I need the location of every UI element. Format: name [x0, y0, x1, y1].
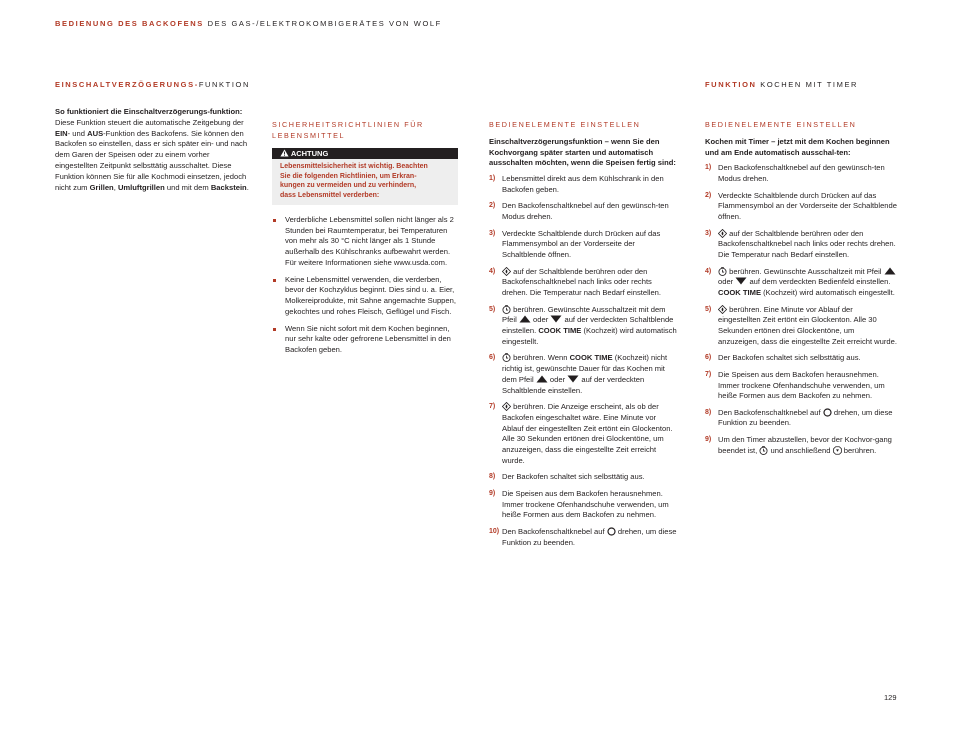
list-item: [705, 353, 897, 364]
arrow-up-icon: [519, 315, 531, 323]
list-item: [489, 402, 679, 467]
timer-icon: [502, 353, 511, 362]
step-number: 6): [705, 354, 712, 362]
intro-comma: ,: [113, 182, 116, 192]
timer-steps: [705, 163, 897, 456]
step-text: auf dem verdeckten Bedienfeld einstellen.: [749, 277, 891, 287]
step-text: Der Backofen schaltet sich selbsttätig aus.: [718, 353, 861, 363]
step-number: 3): [489, 229, 496, 237]
section-title-delay: [55, 80, 250, 89]
step-text: drehen, um diese Funktion zu beenden.: [718, 407, 893, 428]
list-item: Wenn Sie nicht sofort mit dem Kochen beginnen, nur sehr kalte oder gefrorene Lebensmittel in den Backofen geben.: [272, 324, 458, 356]
running-header: [55, 19, 442, 28]
food-safety-heading-line-1: SICHERHEITSRICHTLINIEN FÜR: [272, 120, 424, 129]
step-text: auf der Schaltblende berühren oder den Backofenschaltknebel nach links oder rechts drehen. Die Temperatur nach Bedarf einstellen.: [502, 266, 662, 298]
step-text: berühren. Wenn: [513, 353, 568, 363]
timer-controls-column: [705, 120, 897, 462]
list-item: [705, 191, 897, 223]
delay-controls-column: [489, 120, 679, 554]
bake-symbol-icon: [718, 229, 727, 238]
list-item: [489, 174, 679, 196]
list-item: [489, 201, 679, 223]
timer-icon: [759, 446, 768, 455]
step-text: auf der verdeckten Schaltblende einstellen.: [502, 315, 674, 336]
step-text: berühren. Gewünschte Ausschaltzeit mit Pfeil: [729, 266, 882, 276]
warning-text-line-3: kungen zu vermeiden und zu verhindern,: [280, 182, 417, 190]
step-text: Den Backofenschaltknebel auf den gewünsch-ten Modus drehen.: [718, 163, 885, 184]
step-text: drehen, um diese Funktion zu beenden.: [502, 526, 677, 547]
warning-text-line-4: dass Lebensmittel verderben:: [280, 192, 380, 200]
intro-text-2: -Funktion des Backofens. Sie können den Backofen so einstellen, dass er sich später ein- und nach dem Garen der Speisen oder zu einem vorher eingestellten Zeitpunkt selbsttätig ausschaltet. Diese Funktion können Sie für alle Kochmodi einsetzen, jedoch nicht zum: [55, 128, 248, 192]
step-text: oder: [718, 277, 734, 287]
timer-icon: [718, 267, 727, 276]
cook-time-label: COOK TIME: [569, 353, 613, 363]
step-number: 10): [489, 527, 500, 535]
food-safety-list: [272, 215, 458, 356]
food-safety-heading: [272, 120, 458, 141]
food-safety-heading-line-2: LEBENSMITTEL: [272, 130, 346, 140]
step-number: 7): [705, 370, 712, 378]
step-text: Die Speisen aus dem Backofen herausnehmen. Immer trockene Ofenhandschuhe verwenden, um heiße Formen aus dem Backofen zu nehmen.: [502, 488, 669, 520]
timer-intro: Kochen mit Timer – jetzt mit dem Kochen beginnen und am Ende automatisch ausschal-ten:: [705, 136, 890, 157]
bake-symbol-icon: [502, 402, 511, 411]
section-title-timer: [705, 80, 858, 89]
step-text: (Kochzeit) nicht richtig ist, gewünschte Dauer für das Kochen mit dem Pfeil: [502, 353, 668, 384]
step-number: 1): [489, 175, 496, 183]
step-text: berühren. Eine Minute vor Ablauf der eingestellten Zeit ertönt ein Glockenton. Alle 30 Sekunden ertönen drei Glockentöne, um anzuzeigen, dass die eingestellte Zeit erreicht wurde.: [718, 304, 897, 346]
list-item: [705, 408, 897, 430]
bake-symbol-icon: [502, 267, 511, 276]
section-title-delay-bold: EINSCHALTVERZÖGERUNGS-: [55, 80, 199, 89]
intro-aus: AUS: [87, 128, 104, 138]
intro-umluft: Umluftgrillen: [117, 182, 165, 192]
list-item: [489, 267, 679, 299]
list-item: [489, 305, 679, 348]
arrow-down-icon: [550, 315, 562, 323]
warning-text-line-1: Lebensmittelsicherheit ist wichtig. Beachten: [280, 163, 428, 170]
step-text: und anschließend: [770, 445, 831, 455]
step-text: berühren.: [843, 445, 877, 455]
step-text: (Kochzeit) wird automatisch eingestellt.: [502, 326, 677, 346]
cook-time-label: COOK TIME: [718, 288, 762, 298]
step-text: Der Backofen schaltet sich selbsttätig aus.: [502, 472, 645, 482]
cook-time-label: COOK TIME: [538, 326, 582, 336]
list-item: [705, 370, 897, 402]
cancel-icon: [833, 446, 842, 455]
section-title-timer-rest: KOCHEN MIT TIMER: [760, 80, 859, 89]
off-knob-icon: [823, 408, 832, 417]
step-number: 5): [489, 305, 496, 313]
delay-intro: Einschaltverzögerungsfunktion – wenn Sie den Kochvorgang später starten und automatisch ausschalten möchten, wenn die Speisen fertig sind:: [489, 136, 676, 168]
list-item: [489, 353, 679, 396]
warning-label: ACHTUNG: [290, 149, 329, 158]
list-item: [489, 527, 679, 549]
warning-text-line-2: Sie die folgenden Richtlinien, um Erkran-: [280, 172, 417, 180]
arrow-down-icon: [567, 375, 579, 383]
timer-icon: [502, 305, 511, 314]
list-item: [489, 229, 679, 261]
step-text: Verdeckte Schaltblende durch Drücken auf das Flammensymbol an der Vorderseite der Schaltblende öffnen.: [718, 190, 897, 222]
warning-icon: [280, 149, 289, 157]
step-number: 4): [489, 267, 496, 275]
list-item: [705, 229, 897, 261]
step-number: 9): [705, 435, 712, 443]
step-text: auf der Schaltblende berühren oder den Backofenschaltknebel nach links oder rechts drehen. Die Temperatur nach Bedarf einstellen.: [718, 228, 896, 260]
header-title-bold: BEDIENUNG DES BACKOFENS: [55, 19, 204, 28]
step-text: oder: [533, 315, 549, 325]
step-text: Den Backofenschaltknebel auf: [718, 407, 821, 417]
intro-grillen: Grillen: [89, 182, 114, 192]
delay-controls-heading: BEDIENELEMENTE EINSTELLEN: [489, 120, 641, 129]
delay-steps: [489, 174, 679, 548]
arrow-down-icon: [735, 277, 747, 285]
section-title-delay-rest: FUNKTION: [198, 80, 250, 89]
intro-column: [55, 107, 251, 193]
step-text: oder: [549, 374, 566, 384]
intro-ein: EIN: [55, 128, 68, 138]
step-number: 9): [489, 489, 496, 497]
warning-bar: [272, 148, 458, 159]
intro-und: - und: [67, 128, 85, 138]
step-number: 7): [489, 403, 496, 411]
bake-symbol-icon: [718, 305, 727, 314]
step-text: Verdeckte Schaltblende durch Drücken auf das Flammensymbol an der Vorderseite der Schaltblende öffnen.: [502, 228, 661, 260]
arrow-up-icon: [884, 267, 896, 275]
step-text: Die Speisen aus dem Backofen herausnehmen. Immer trockene Ofenhandschuhe verwenden, um heiße Formen aus dem Backofen zu nehmen.: [718, 369, 885, 401]
list-item: Verderbliche Lebensmittel sollen nicht länger als 2 Stunden bei Raumtemperatur, bei Temperaturen von mehr als 30 °C nicht länger als 1 Stunde außerhalb des Kühlschranks aufbewahrt werden. Für weitere Informationen siehe www.usda.com.: [272, 215, 458, 269]
list-item: [489, 489, 679, 521]
intro-bold: So funktioniert die Einschaltverzögerungs-funktion:: [55, 107, 243, 116]
step-text: berühren. Die Anzeige erscheint, als ob der Backofen eingeschaltet wäre. Eine Minute vor Ablauf der eingestellten Zeit ertönt ein Glockenton. Alle 30 Sekunden ertönen drei Glockentöne, um anzuzeigen, dass die eingestellte Zeit erreicht wurde.: [502, 402, 673, 466]
step-number: 2): [489, 202, 496, 210]
step-number: 4): [705, 267, 712, 275]
step-number: 3): [705, 229, 712, 237]
warning-box: [272, 148, 458, 205]
step-text: (Kochzeit) wird automatisch eingestellt.: [763, 288, 895, 298]
intro-dot: .: [246, 182, 249, 192]
intro-text-1: Diese Funktion steuert die automatische Zeitgebung der: [55, 117, 244, 127]
food-safety-column: [272, 120, 458, 362]
step-number: 6): [489, 354, 496, 362]
list-item: [705, 163, 897, 185]
intro-mit: und mit dem: [166, 182, 209, 192]
step-text: Den Backofenschaltknebel auf: [502, 526, 605, 536]
page-number: 129: [884, 693, 897, 702]
list-item: Keine Lebensmittel verwenden, die verderben, bevor der Kochzyklus beginnt. Dies sind u. a. Eier, Molkereiprodukte, mit Sahne angemachte Suppen, gekochtes und rohes Fleisch, Geflügel und Fisch.: [272, 275, 458, 318]
list-item: [705, 267, 897, 299]
intro-backstein: Backstein: [210, 182, 247, 192]
intro-paragraph: [55, 107, 251, 193]
arrow-up-icon: [536, 375, 548, 383]
step-text: auf der verdeckten Schaltblende einstellen.: [502, 374, 645, 395]
step-number: 1): [705, 164, 712, 172]
list-item: [489, 472, 679, 483]
step-number: 8): [489, 473, 496, 481]
step-text: Den Backofenschaltknebel auf den gewünsch-ten Modus drehen.: [502, 201, 669, 222]
warning-text: [272, 159, 458, 205]
step-text: berühren. Gewünschte Ausschaltzeit mit dem Pfeil: [502, 304, 666, 325]
header-title-rest: DES GAS-/ELEKTROKOMBIGERÄTES VON WOLF: [207, 19, 442, 28]
step-number: 2): [705, 191, 712, 199]
list-item: [705, 435, 897, 457]
step-text: Um den Timer abzustellen, bevor der Kochvor-gang beendet ist,: [718, 434, 892, 455]
step-text: Lebensmittel direkt aus dem Kühlschrank in den Backofen geben.: [502, 174, 664, 194]
step-number: 8): [705, 408, 712, 416]
off-knob-icon: [607, 527, 616, 536]
list-item: [705, 305, 897, 348]
section-title-timer-bold: FUNKTION: [705, 80, 757, 89]
step-number: 5): [705, 305, 712, 313]
timer-controls-heading: BEDIENELEMENTE EINSTELLEN: [705, 120, 857, 129]
